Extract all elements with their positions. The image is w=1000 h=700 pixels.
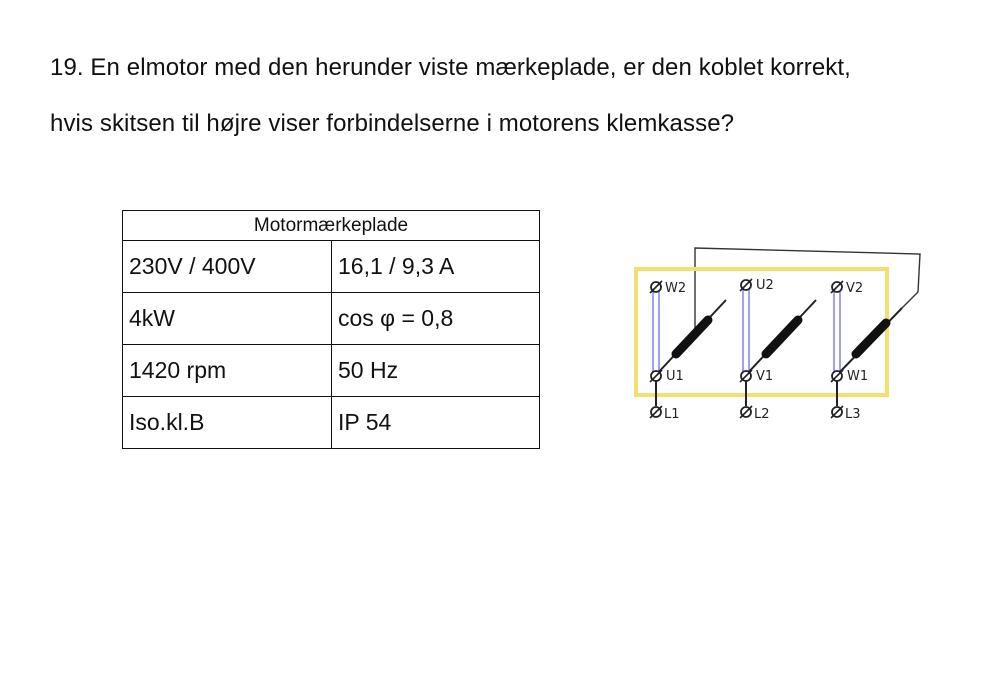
terminal-u1 — [650, 369, 684, 384]
terminal-box-sketch — [620, 230, 940, 440]
terminal-v1 — [740, 369, 773, 384]
terminal-label-w2: W2 — [665, 281, 687, 296]
nameplate-table — [122, 210, 540, 449]
question-line-1: 19. En elmotor med den herunder viste mærkeplade, er den koblet korrekt, — [50, 54, 851, 81]
terminal-label-v1: V1 — [756, 369, 774, 384]
question-line-2: hvis skitsen til højre viser forbindelserne i motorens klemkasse? — [50, 110, 735, 137]
nameplate-ip-rating: IP 54 — [332, 397, 540, 449]
nameplate-row — [123, 241, 540, 293]
nameplate-frequency: 50 Hz — [332, 345, 540, 397]
winding-2 — [745, 300, 816, 376]
nameplate-row — [123, 397, 540, 449]
nameplate-speed: 1420 rpm — [123, 345, 332, 397]
terminal-w1 — [831, 369, 868, 384]
terminal-w2 — [650, 281, 686, 296]
nameplate-insulation: Iso.kl.B — [123, 397, 332, 449]
terminal-label-u1: U1 — [666, 369, 684, 384]
terminal-u2 — [740, 278, 774, 293]
terminal-l2 — [740, 406, 770, 422]
link-bar-2 — [743, 288, 749, 374]
terminal-label-l2: L2 — [754, 407, 770, 422]
link-bar-3 — [834, 288, 840, 374]
nameplate-header-row — [123, 211, 540, 241]
terminal-label-w1: W1 — [847, 369, 869, 384]
nameplate-row — [123, 345, 540, 397]
terminal-label-u2: U2 — [756, 278, 774, 293]
terminal-v2 — [831, 281, 863, 296]
terminal-box-svg — [620, 230, 940, 440]
nameplate-voltage: 230V / 400V — [123, 241, 332, 293]
nameplate-current: 16,1 / 9,3 A — [332, 241, 540, 293]
nameplate-cosphi: cos φ = 0,8 — [332, 293, 540, 345]
winding-1 — [655, 300, 726, 376]
question-text — [50, 40, 970, 152]
terminal-label-l1: L1 — [664, 407, 680, 422]
nameplate-power: 4kW — [123, 293, 332, 345]
terminal-l1 — [650, 406, 680, 422]
terminal-label-v2: V2 — [846, 281, 864, 296]
nameplate-title: Motormærkeplade — [123, 211, 540, 241]
link-bar-1 — [653, 288, 659, 374]
nameplate-row — [123, 293, 540, 345]
winding-3 — [836, 308, 902, 376]
terminal-l3 — [831, 406, 861, 422]
terminal-label-l3: L3 — [845, 407, 861, 422]
